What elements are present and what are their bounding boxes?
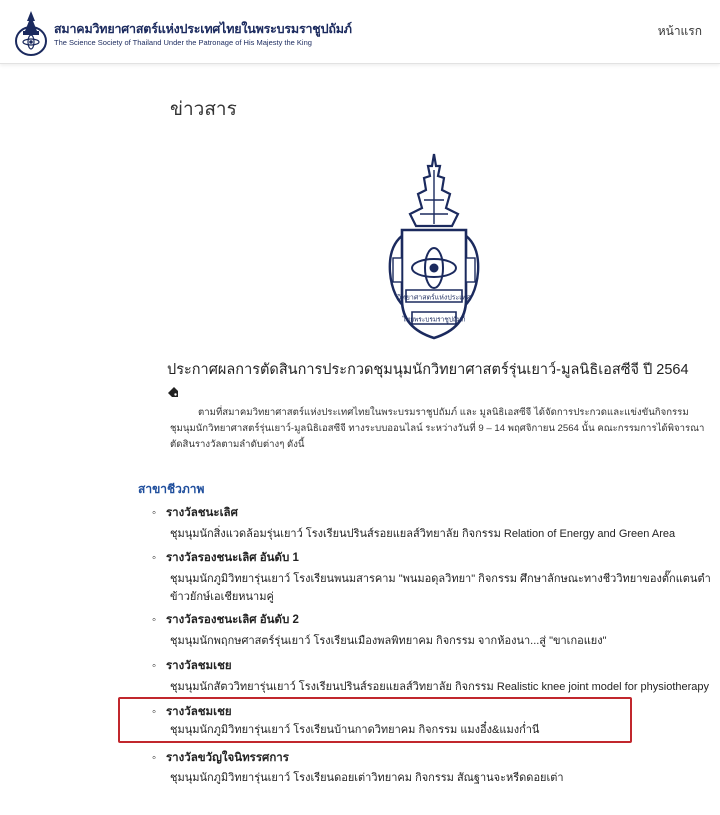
bullet-icon: ◦	[152, 552, 157, 564]
award-detail: ชุมนุมนักพฤกษศาสตร์รุ่นเยาว์ โรงเรียนเมืองพลพิทยาคม กิจกรรม จากห้องนา...สู่ "ขาเกอแยง"	[170, 635, 607, 647]
category-heading: สาขาชีวภาพ	[138, 482, 205, 496]
tag-icon[interactable]	[167, 386, 179, 398]
org-name-thai: สมาคมวิทยาศาสตร์แห่งประเทศไทยในพระบรมราชูปถัมภ์	[54, 22, 352, 36]
bullet-icon: ◦	[152, 660, 157, 672]
intro-paragraph: ตามที่สมาคมวิทยาศาสตร์แห่งประเทศไทยในพระบรมราชูปถัมภ์ และ มูลนิธิเอสซีจี ได้จัดการประกวดและแข่งขันกิจกรรม ชุมนุมนักวิทยาศาสตร์รุ่นเยาว์-มูลนิธิเอสซีจี ทางระบบออนไลน์ ระหว่างวันที่ 9 – 14 พฤศจิกายน 2564 นั้น คณะกรรมการได้พิจารณา ตัดสินรางวัลตามลำดับต่างๆ ดังนี้	[170, 407, 705, 450]
bullet-icon: ◦	[152, 706, 157, 718]
emblem-text-top: วิทยาศาสตร์แห่งประเทศ	[397, 293, 471, 302]
award-detail: ชุมนุมนักสัตววิทยารุ่นเยาว์ โรงเรียนปรินส์รอยแยลส์วิทยาลัย กิจกรรม Realistic knee joint model for physiotherapy	[170, 681, 710, 693]
bullet-icon: ◦	[152, 614, 157, 626]
award-detail: ชุมนุมนักสิ่งแวดล้อมรุ่นเยาว์ โรงเรียนปรินส์รอยแยลส์วิทยาลัย กิจกรรม Relation of Energy and Green Area	[170, 528, 676, 540]
brand-block[interactable]	[54, 22, 352, 48]
award-title: ◦ รางวัลชนะเลิศ	[152, 507, 238, 519]
bullet-icon: ◦	[152, 752, 157, 764]
award-detail: ชุมนุมนักภูมิวิทยารุ่นเยาว์ โรงเรียนดอยเต่าวิทยาคม กิจกรรม สัณฐานจะหรีดดอยเต่า	[170, 772, 564, 784]
highlight-box	[118, 697, 632, 743]
society-logo-icon[interactable]	[14, 9, 48, 57]
society-emblem	[378, 150, 490, 342]
award-title: ◦ รางวัลขวัญใจนิทรรศการ	[152, 752, 289, 764]
bullet-icon: ◦	[152, 507, 157, 519]
top-navigation-bar	[0, 0, 720, 64]
award-title: ◦ รางวัลชมเชย	[152, 660, 232, 672]
award-title: ◦ รางวัลรองชนะเลิศ อันดับ 2	[152, 614, 299, 626]
page-title: ข่าวสาร	[170, 99, 237, 120]
award-title: ◦ รางวัลชมเชย	[152, 706, 232, 718]
award-detail: ชุมนุมนักภูมิวิทยารุ่นเยาว์ โรงเรียนบ้านกาดวิทยาคม กิจกรรม แมงอี๋ง&แมงก่ำนี	[170, 724, 540, 736]
award-title: ◦ รางวัลรองชนะเลิศ อันดับ 1	[152, 552, 299, 564]
org-name-english: The Science Society of Thailand Under the Patronage of His Majesty the King	[54, 38, 312, 47]
emblem-text-bottom: ไทยพระบรมราชูปถัมภ์	[402, 315, 466, 324]
article-headline: ประกาศผลการตัดสินการประกวดชุมนุมนักวิทยาศาสตร์รุ่นเยาว์-มูลนิธิเอสซีจี ปี 2564	[167, 362, 689, 378]
nav-home-link[interactable]: หน้าแรก	[657, 24, 702, 38]
award-detail: ชุมนุมนักภูมิวิทยารุ่นเยาว์ โรงเรียนพนมสารคาม "พนมอดุลวิทยา" กิจกรรม ศึกษาลักษณะทางชีววิทยาของตั๊กแตนตำข้าวยักษ์เอเชียหนามคู่	[170, 573, 711, 603]
